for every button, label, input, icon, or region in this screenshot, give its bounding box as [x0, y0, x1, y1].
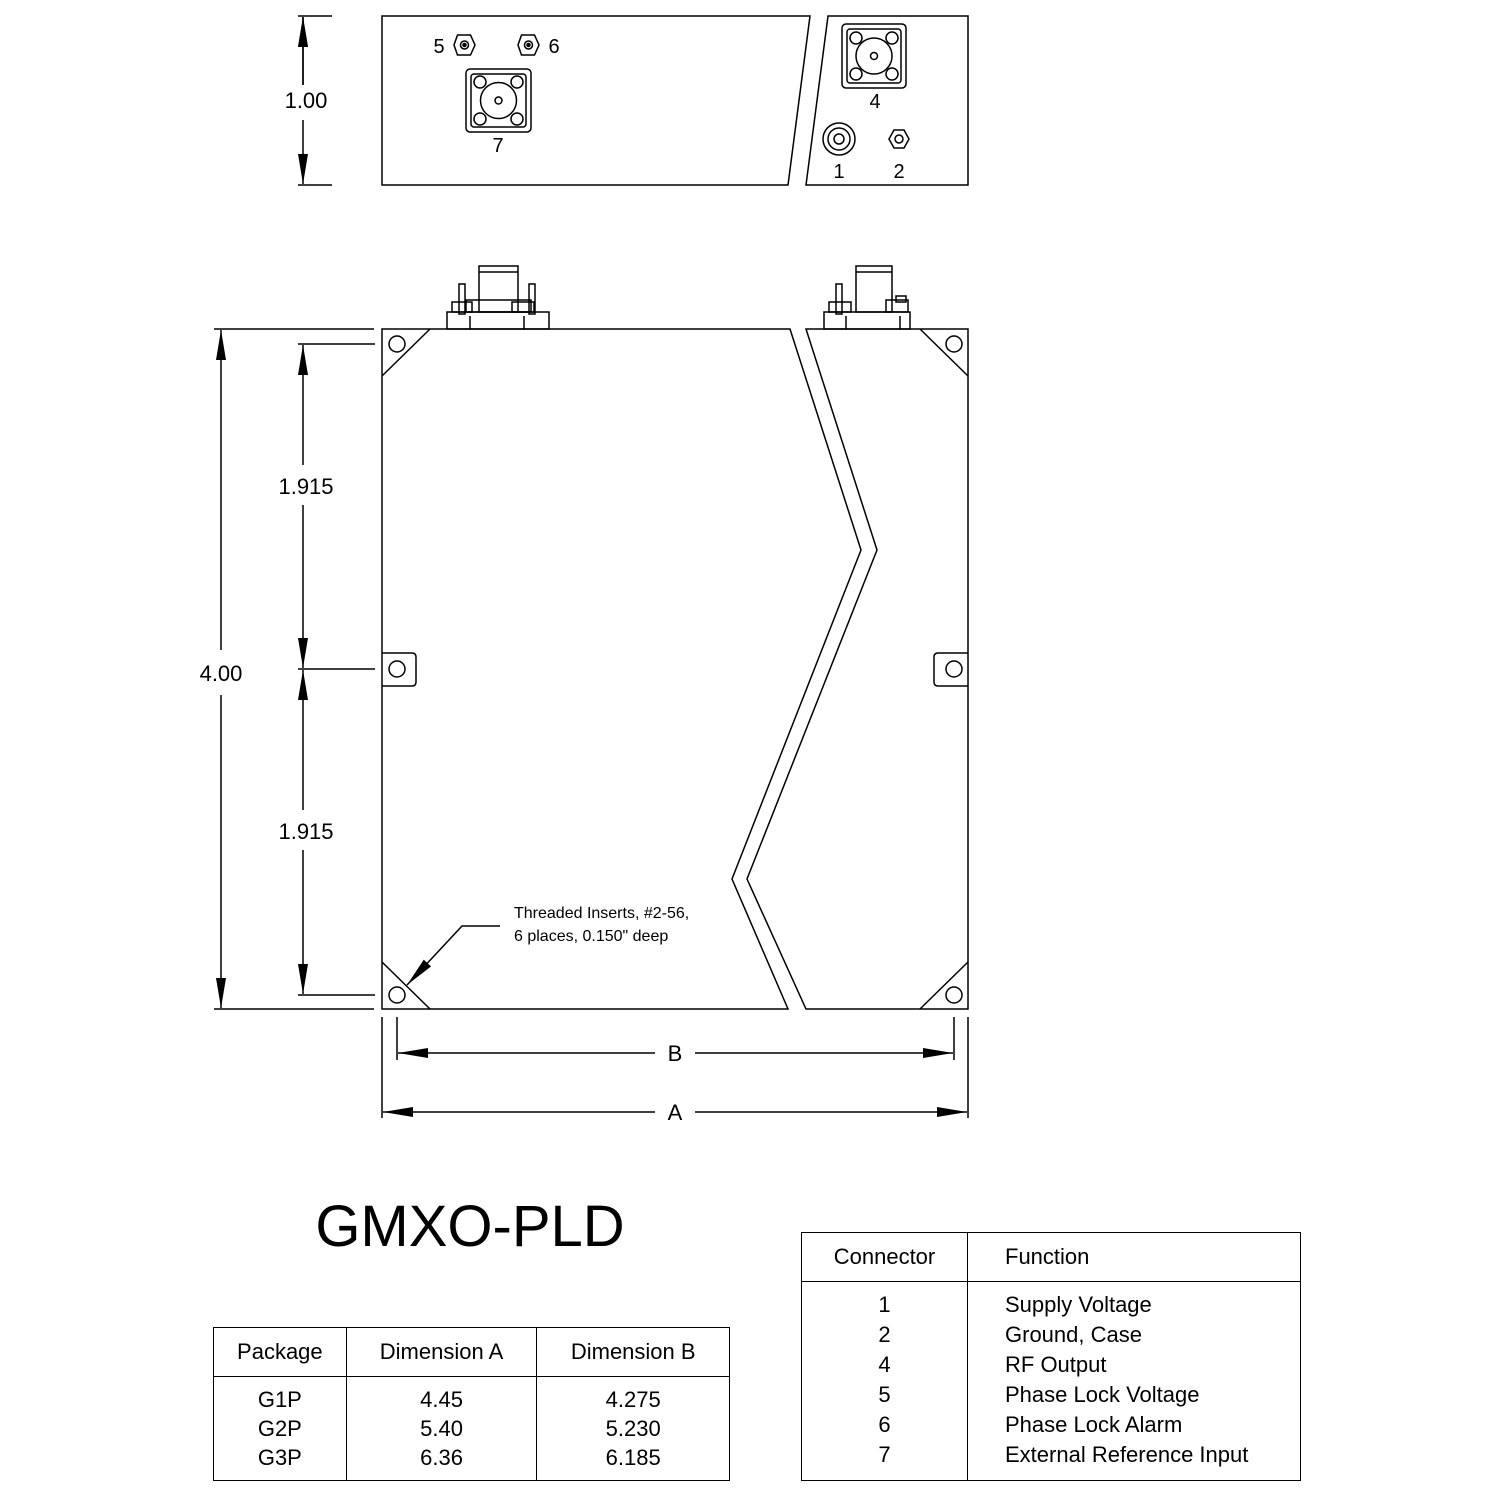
table-cell: 5	[802, 1380, 968, 1410]
table-header-row	[214, 1328, 730, 1377]
top-view-left-body	[382, 16, 810, 185]
threaded-insert-icon	[946, 336, 962, 352]
table-row	[802, 1410, 1301, 1440]
table-row	[214, 1443, 730, 1481]
table-header-cell: Package	[214, 1328, 347, 1377]
table-cell: 5.230	[605, 1415, 661, 1441]
table-cell: 4.275	[605, 1386, 661, 1412]
table-row	[214, 1377, 730, 1415]
connector-2-icon	[889, 130, 909, 148]
table-row	[802, 1440, 1301, 1481]
dim-lower-label: 1.915	[278, 819, 334, 844]
table-header-cell: Connector	[802, 1233, 968, 1282]
table-header-cell: Dimension B	[537, 1328, 730, 1377]
connector-side-profile-left	[447, 266, 549, 329]
table-cell: 7	[802, 1440, 968, 1481]
front-view-right-body	[747, 329, 968, 1009]
table-header-row	[802, 1233, 1301, 1282]
pin-label-2: 2	[893, 161, 905, 183]
top-view	[298, 16, 968, 185]
connector-6-icon	[518, 35, 539, 55]
note-line-2: 6 places, 0.150" deep	[514, 928, 669, 945]
connector-side-profile-right	[824, 266, 910, 329]
table-header-cell: Dimension A	[346, 1328, 537, 1377]
table-cell: Phase Lock Alarm	[1005, 1412, 1183, 1437]
connector-1-icon	[823, 123, 855, 155]
table-cell: 6.36	[346, 1443, 537, 1481]
threaded-insert-icon	[389, 661, 405, 677]
table-header-cell: Function	[968, 1233, 1301, 1282]
table-cell: G1P	[214, 1377, 347, 1415]
dim-a-label: A	[667, 1100, 683, 1125]
table-cell: RF Output	[1005, 1352, 1107, 1377]
dim-height-label: 4.00	[199, 661, 243, 686]
table-cell: G2P	[214, 1414, 347, 1443]
table-cell: G3P	[214, 1443, 347, 1481]
table-cell: 6	[802, 1410, 968, 1440]
table-cell: 1	[802, 1282, 968, 1321]
table-cell: 4	[802, 1350, 968, 1380]
table-row	[802, 1282, 1301, 1321]
table-row	[802, 1320, 1301, 1350]
table-row	[802, 1380, 1301, 1410]
note-line-1: Threaded Inserts, #2-56,	[514, 905, 690, 922]
pin-label-5: 5	[433, 36, 445, 58]
table-cell: Ground, Case	[1005, 1322, 1142, 1347]
table-cell: 6.185	[605, 1444, 661, 1470]
threaded-insert-icon	[946, 661, 962, 677]
dim-upper-label: 1.915	[278, 474, 334, 499]
connector-table	[801, 1232, 1301, 1481]
table-cell: 4.45	[346, 1377, 537, 1415]
drawing-title: GMXO-PLD	[315, 1194, 625, 1259]
table-cell: Supply Voltage	[1005, 1292, 1152, 1317]
connector-7-icon	[466, 69, 531, 132]
pin-label-6: 6	[548, 36, 560, 58]
front-view	[214, 266, 968, 1118]
pin-label-7: 7	[492, 135, 504, 157]
mounting-tab-left	[382, 653, 416, 686]
table-row	[214, 1414, 730, 1443]
connector-4-icon	[842, 24, 906, 88]
pin-label-1: 1	[833, 161, 845, 183]
dim-b-label: B	[667, 1041, 683, 1066]
threaded-insert-icon	[389, 987, 405, 1003]
pin-label-4: 4	[869, 91, 881, 113]
table-cell: External Reference Input	[1005, 1442, 1249, 1467]
threaded-insert-icon	[389, 336, 405, 352]
package-table	[213, 1327, 730, 1481]
table-cell: Phase Lock Voltage	[1005, 1382, 1200, 1407]
connector-5-icon	[454, 35, 475, 55]
dim-height-top-label: 1.00	[284, 88, 328, 113]
mounting-tab-right	[934, 653, 968, 686]
table-cell: 2	[802, 1320, 968, 1350]
table-cell: 5.40	[346, 1414, 537, 1443]
note-leader-line	[407, 926, 500, 985]
table-row	[802, 1350, 1301, 1380]
threaded-insert-icon	[946, 987, 962, 1003]
